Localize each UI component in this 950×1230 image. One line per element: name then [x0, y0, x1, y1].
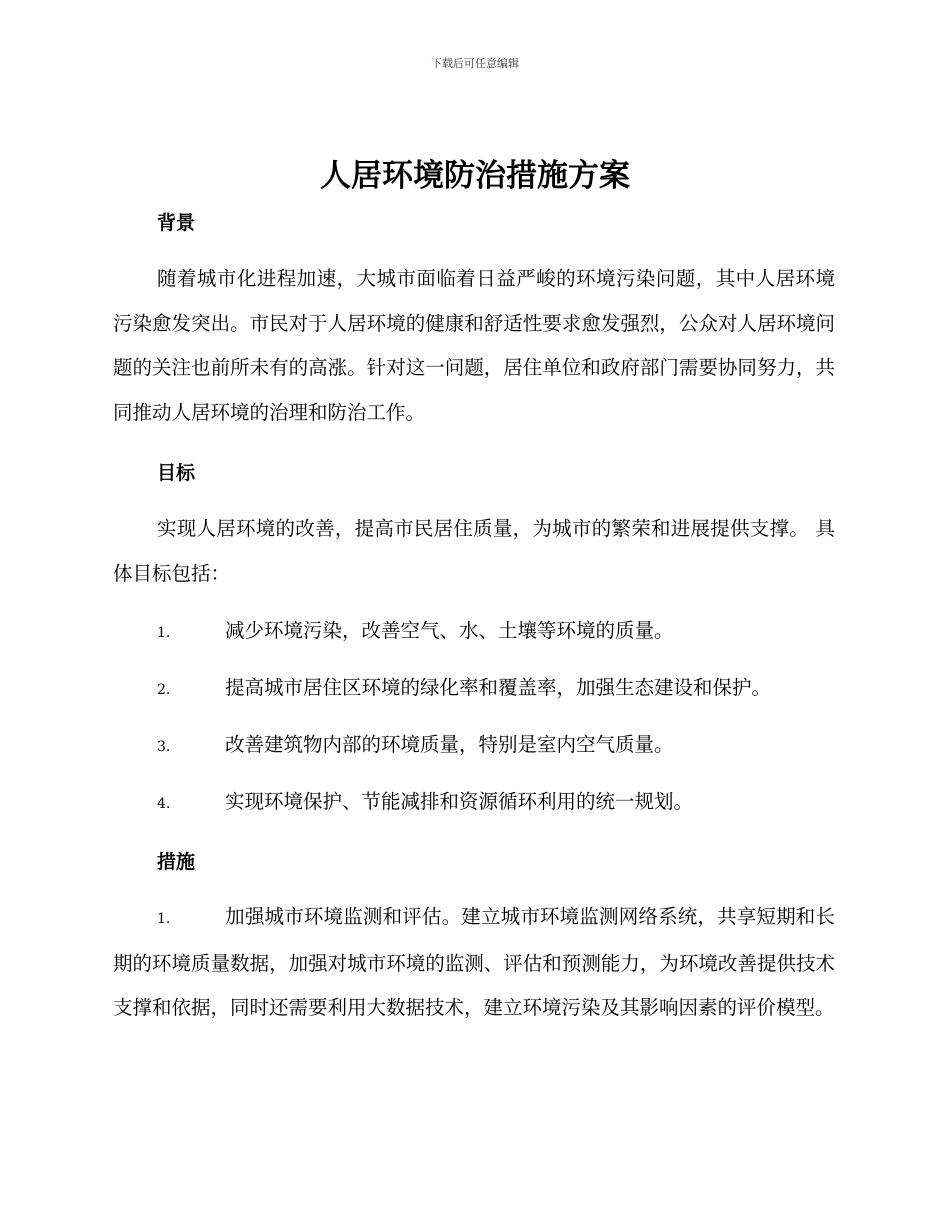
goal-item: [157, 787, 837, 819]
measure-item-text: 加强城市环境监测和评估。建立城市环境监测网络系统，共享短期和长期的环境质量数据，加强对城市环境的监测、评估和预测能力，为环境改善提供技术支撑和依据，同时还需要利用大数据技术，建立环境污染及其影响因素的评价模型。: [113, 905, 835, 1019]
goal-item-text: 减少环境污染，改善空气、水、土壤等环境的质量。: [225, 619, 674, 642]
measure-item-number: 1.: [157, 911, 171, 927]
header-note: 下载后可任意编辑: [431, 57, 519, 70]
measure-item: [113, 895, 835, 1031]
section-heading-measures: 措施: [157, 851, 196, 873]
background-paragraph: 随着城市化进程加速，大城市面临着日益严峻的环境污染问题，其中人居环境污染愈发突出。市民对于人居环境的健康和舒适性要求愈发强烈，公众对人居环境问题的关注也前所未有的高涨。针对这一问题，居住单位和政府部门需要协同努力，共同推动人居环境的治理和防治工作。: [113, 267, 835, 424]
goal-item-text: 改善建筑物内部的环境质量，特别是室内空气质量。: [225, 733, 674, 756]
goal-item: [157, 730, 837, 762]
section-heading-goals: 目标: [157, 462, 196, 484]
goal-item-number: 4.: [157, 796, 171, 812]
section-heading-background: 背景: [157, 212, 196, 234]
goal-item: [157, 673, 837, 705]
goal-item: [157, 616, 837, 648]
goal-item-number: 2.: [157, 682, 171, 698]
goals-paragraph: 实现人居环境的改善，提高市民居住质量，为城市的繁荣和进展提供支撑。 具体目标包括：: [113, 517, 835, 585]
goal-item-text: 实现环境保护、节能减排和资源循环利用的统一规划。: [225, 790, 694, 813]
goal-item-text: 提高城市居住区环境的绿化率和覆盖率，加强生态建设和保护。: [225, 676, 772, 699]
document-title: 人居环境防治措施方案: [320, 158, 630, 194]
goal-item-number: 1.: [157, 625, 171, 641]
goal-item-number: 3.: [157, 739, 171, 755]
